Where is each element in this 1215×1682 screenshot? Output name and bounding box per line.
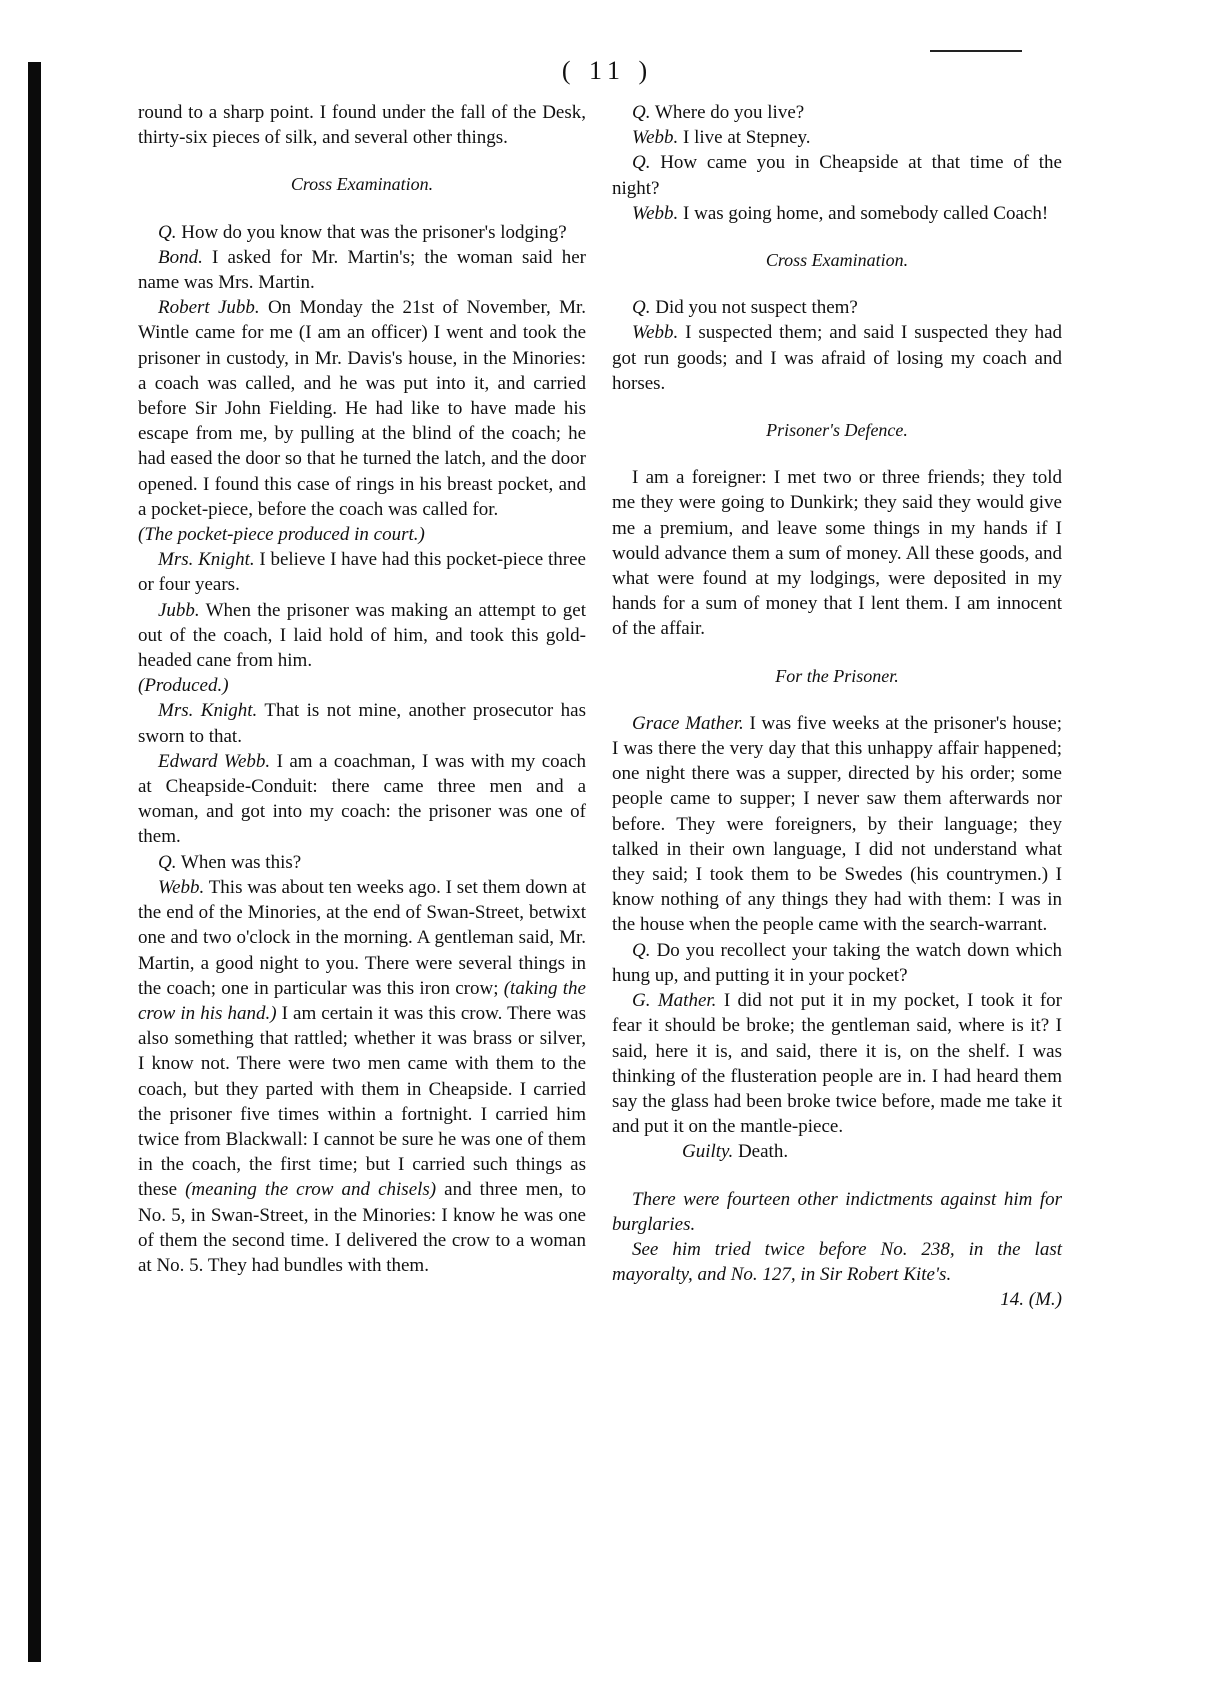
paragraph bbox=[612, 295, 1062, 320]
verdict-text: Death. bbox=[733, 1141, 789, 1163]
spacer bbox=[612, 273, 1062, 295]
paragraph bbox=[138, 875, 586, 1278]
paragraph bbox=[612, 988, 1062, 1139]
stage-direction: (taking the crow in his hand.) bbox=[138, 977, 586, 1024]
paragraph-text: When the prisoner was making an attempt to get out of the coach, I laid hold of him, and took this gold-headed cane from him. bbox=[138, 599, 586, 672]
page-edge-shadow bbox=[28, 62, 41, 1662]
paragraph bbox=[138, 850, 586, 875]
spacer bbox=[612, 226, 1062, 248]
speaker-name: Grace Mather. bbox=[632, 712, 744, 734]
paragraph-text: I am certain it was this crow. There was also something that rattled; whether it was brass or silver, I know not. There were two men came with them to the coach, but they parted with them in Cheapside. I carried the prisoner five times within a fortnight. I carried him twice from Blackwall: I cannot be sure he was one of them in the coach, the first time; but I carried such things as these bbox=[138, 1002, 586, 1201]
paragraph-text: round to a sharp point. I found under the fall of the Desk, thirty-six pieces of silk, and several other things. bbox=[138, 102, 586, 149]
paragraph-text: See him tried twice before No. 238, in the last mayoralty, and No. 127, in Sir Robert Kite's. bbox=[612, 1238, 1062, 1286]
paragraph-text: (Produced.) bbox=[138, 675, 229, 697]
section-heading: Prisoner's Defence. bbox=[766, 420, 908, 441]
paragraph bbox=[612, 201, 1062, 226]
page-number: ( 11 ) bbox=[561, 56, 654, 85]
paragraph bbox=[138, 100, 586, 150]
speaker-name: Q. bbox=[158, 221, 177, 243]
speaker-name: Q. bbox=[632, 297, 651, 319]
speaker-name: Mrs. Knight. bbox=[158, 700, 258, 722]
verdict bbox=[612, 1139, 1062, 1164]
speaker-name: Robert Jubb. bbox=[158, 297, 260, 319]
spacer bbox=[612, 1165, 1062, 1187]
paragraph bbox=[138, 295, 586, 522]
paragraph-text: I was going home, and somebody called Coach! bbox=[678, 202, 1049, 224]
paragraph bbox=[612, 711, 1062, 938]
paragraph bbox=[138, 749, 586, 850]
paragraph bbox=[138, 673, 586, 698]
spacer bbox=[612, 642, 1062, 664]
paragraph bbox=[612, 938, 1062, 988]
spacer bbox=[138, 198, 586, 220]
paragraph-text: and three men, to No. 5, in Swan-Street, in the Minories: I know he was one of them the second time. I delivered the crow to a woman at No. 5. They had bundles with them. bbox=[138, 1179, 586, 1276]
spacer bbox=[612, 689, 1062, 711]
verdict-label: Guilty. bbox=[682, 1141, 734, 1163]
paragraph-text: Where do you live? bbox=[650, 102, 805, 123]
paragraph bbox=[612, 1187, 1062, 1237]
speaker-name: Q. bbox=[632, 102, 651, 123]
paragraph bbox=[612, 320, 1062, 396]
paragraph-text: I am a coachman, I was with my coach at Cheapside-Conduit: there came three men and a woman, and got into my coach: the prisoner was one of them. bbox=[138, 750, 587, 848]
section-heading: For the Prisoner. bbox=[775, 665, 899, 686]
speaker-name: Webb. bbox=[632, 322, 679, 344]
paragraph bbox=[612, 100, 1062, 125]
paragraph bbox=[612, 465, 1062, 641]
paragraph-text: I was five weeks at the prisoner's house; I was there the very day that this unhappy affair happened; one night there was a supper, directed by his order; some people came to supper; I never saw them afterwards nor before. They were foreigners, by their language; they talked in their own language, I did not understand what they said; I took them to be Swedes (his countrymen.) I know nothing of any things they had with them: I was in the house when the people came with the search-warrant. bbox=[612, 712, 1062, 936]
spacer bbox=[612, 443, 1062, 465]
speaker-name: Jubb. bbox=[158, 599, 200, 621]
speaker-name: Q. bbox=[158, 851, 177, 873]
paragraph-text: I am a foreigner: I met two or three friends; they told me they were going to Dunkirk; they said they would give me a premium, and leave some things in my hands if I would advance them a sum of money. All these goods, and what were found at my lodgings, were deposited in my hands for a sum of money that I lent them. I am innocent of the affair. bbox=[612, 467, 1062, 640]
catchword-number: 14. bbox=[1000, 1289, 1029, 1311]
paragraph bbox=[612, 1237, 1062, 1287]
paragraph-text: I asked for Mr. Martin's; the woman said her name was Mrs. Martin. bbox=[138, 246, 586, 294]
paragraph bbox=[138, 522, 586, 547]
catchword bbox=[612, 1287, 1062, 1312]
paragraph-text: Did you not suspect them? bbox=[650, 297, 858, 319]
paragraph-text: This was about ten weeks ago. I set them down at the end of the Minories, at the end of Swan-Street, betwixt one and two o'clock in the morning. A gentleman said, Mr. Martin, a good night to you. There were several things in the coach; one in particular was this iron crow; bbox=[138, 876, 586, 999]
spacer bbox=[138, 150, 586, 172]
paragraph-text: That is not mine, another prosecutor has sworn to that. bbox=[138, 700, 586, 747]
paragraph bbox=[612, 150, 1062, 200]
paragraph-text: How do you know that was the prisoner's lodging? bbox=[176, 221, 567, 243]
paragraph bbox=[138, 220, 586, 245]
speaker-name: Q. bbox=[632, 939, 651, 961]
speaker-name: Q. bbox=[632, 152, 651, 174]
paragraph bbox=[138, 547, 586, 597]
section-heading: Cross Examination. bbox=[290, 174, 434, 195]
paragraph-text: On Monday the 21st of November, Mr. Wintle came for me (I am an officer) I went and took the prisoner in custody, in Mr. Davis's house, in the Minories: a coach was called, and he was put into it, and carried before Sir John Fielding. He had like to have made his escape from me, by pulling at the blind of the coach; he had eased the door so that he turned the latch, and the door opened. I found this case of rings in his breast pocket, and a pocket-piece, before the coach was called for. bbox=[138, 297, 586, 520]
section-heading: Cross Examination. bbox=[765, 250, 909, 271]
speaker-name: Webb. bbox=[158, 876, 205, 898]
speaker-name: Webb. bbox=[632, 127, 679, 149]
catchword-mark: (M.) bbox=[1028, 1289, 1062, 1311]
paragraph-text: When was this? bbox=[176, 851, 302, 873]
paragraph bbox=[612, 125, 1062, 150]
right-column bbox=[612, 100, 1062, 1313]
paragraph-text: I suspected them; and said I suspected they had got run goods; and I was afraid of losing my coach and horses. bbox=[612, 322, 1062, 394]
paragraph bbox=[138, 245, 586, 295]
stage-direction: (meaning the crow and chisels) bbox=[177, 1179, 437, 1201]
speaker-name: Edward Webb. bbox=[158, 750, 271, 772]
paragraph bbox=[138, 698, 586, 748]
paragraph-text: Do you recollect your taking the watch down which hung up, and putting it in your pocket? bbox=[612, 939, 1062, 986]
paragraph-text: (The pocket-piece produced in court.) bbox=[138, 524, 425, 546]
speaker-name: Webb. bbox=[632, 202, 679, 224]
paragraph-text: How came you in Cheapside at that time of the night? bbox=[612, 152, 1062, 199]
paragraph-text: I live at Stepney. bbox=[678, 127, 811, 149]
paragraph-text: I did not put it in my pocket, I took it for fear it should be broke; the gentleman said, where is it? I said, here it is, and said, there it is, on the shelf. I was thinking of the flusteration people are in. I had heard them say the glass had been broke twice before, made me take it and put it on the mantle-piece. bbox=[612, 990, 1062, 1138]
top-rule bbox=[930, 50, 1022, 52]
spacer bbox=[612, 396, 1062, 418]
speaker-name: Bond. bbox=[158, 246, 203, 268]
left-column bbox=[138, 100, 586, 1278]
speaker-name: G. Mather. bbox=[632, 990, 717, 1012]
paragraph bbox=[138, 598, 586, 674]
paragraph-text: I believe I have had this pocket-piece three or four years. bbox=[138, 549, 586, 596]
paragraph-text: There were fourteen other indictments against him for burglaries. bbox=[612, 1188, 1062, 1235]
speaker-name: Mrs. Knight. bbox=[158, 549, 255, 571]
